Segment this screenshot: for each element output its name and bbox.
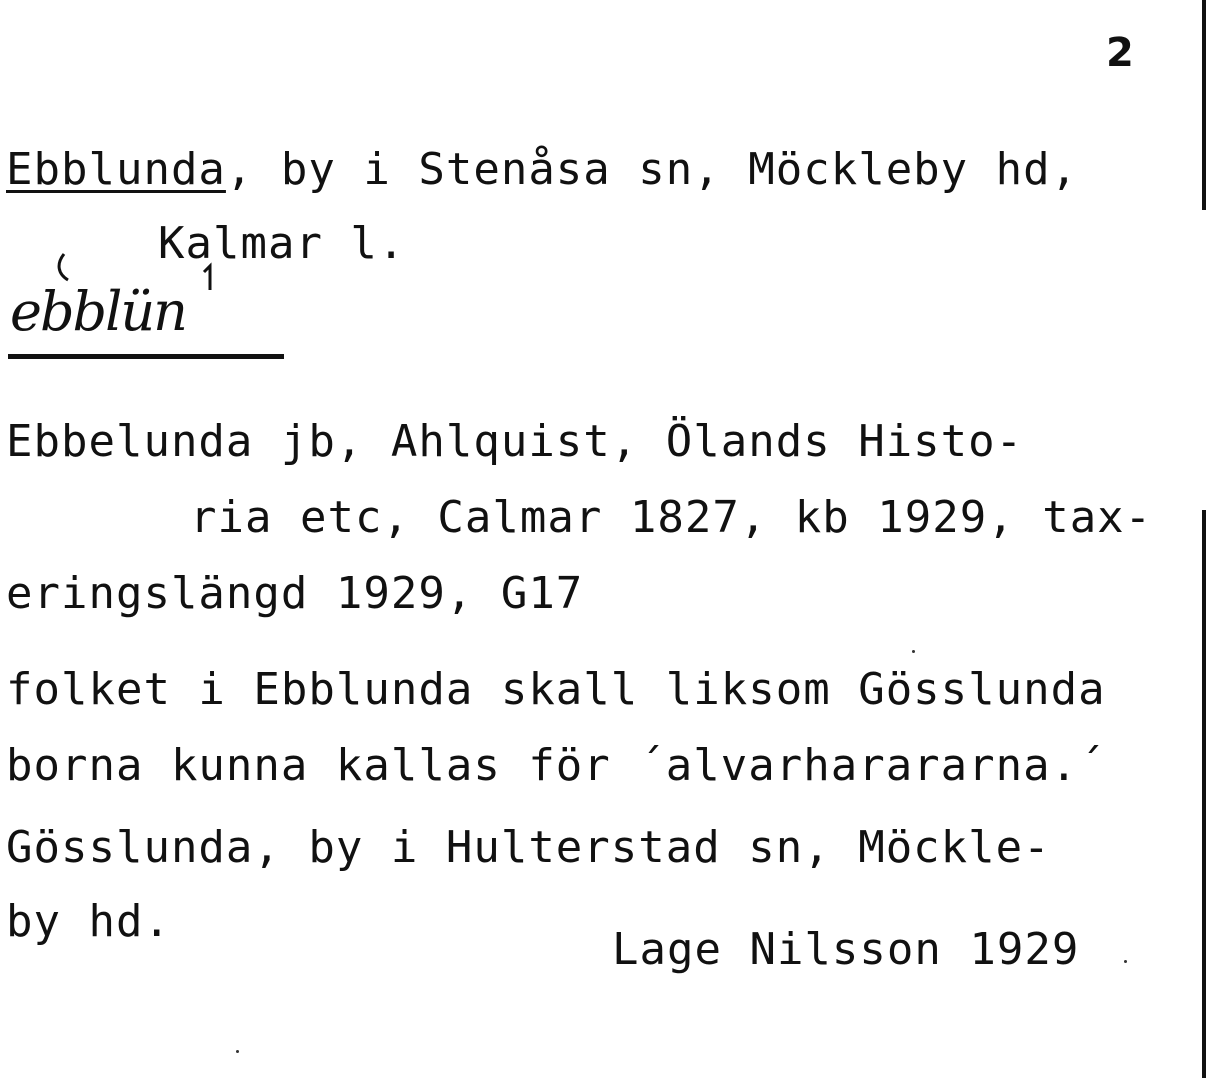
signature: Lage Nilsson 1929: [612, 924, 1080, 975]
note-line-3: Gösslunda, by i Hulterstad sn, Möckle-: [6, 822, 1051, 873]
speck: [236, 1050, 239, 1053]
page-number: 2: [1106, 30, 1134, 76]
note-line-1: folket i Ebblunda skall liksom Gösslunda: [6, 664, 1106, 715]
note-line-2: borna kunna kallas för ´alvarharararna.´: [6, 740, 1106, 791]
speck: [1124, 960, 1127, 963]
speck: [912, 650, 915, 653]
entry-heading: [6, 144, 1079, 195]
phonetic-transcription: ebblün: [10, 280, 186, 343]
heading-rest: , by i Stenåsa sn, Möckleby hd,: [225, 144, 1079, 195]
heading-line-2: Kalmar l.: [158, 218, 406, 269]
note-line-4: by hd.: [6, 896, 171, 947]
headword: Ebblunda: [6, 144, 226, 195]
card-edge-gap: [1200, 210, 1208, 510]
sources-line-1: Ebbelunda jb, Ahlquist, Ölands Histo-: [6, 416, 1024, 467]
phonetic-form: [6, 246, 286, 376]
phonetic-underline: [8, 354, 284, 359]
card-edge: [1202, 0, 1206, 1078]
sources-line-2: ria etc, Calmar 1827, kb 1929, tax-: [190, 492, 1153, 543]
sources-line-3: eringslängd 1929, G17: [6, 568, 584, 619]
